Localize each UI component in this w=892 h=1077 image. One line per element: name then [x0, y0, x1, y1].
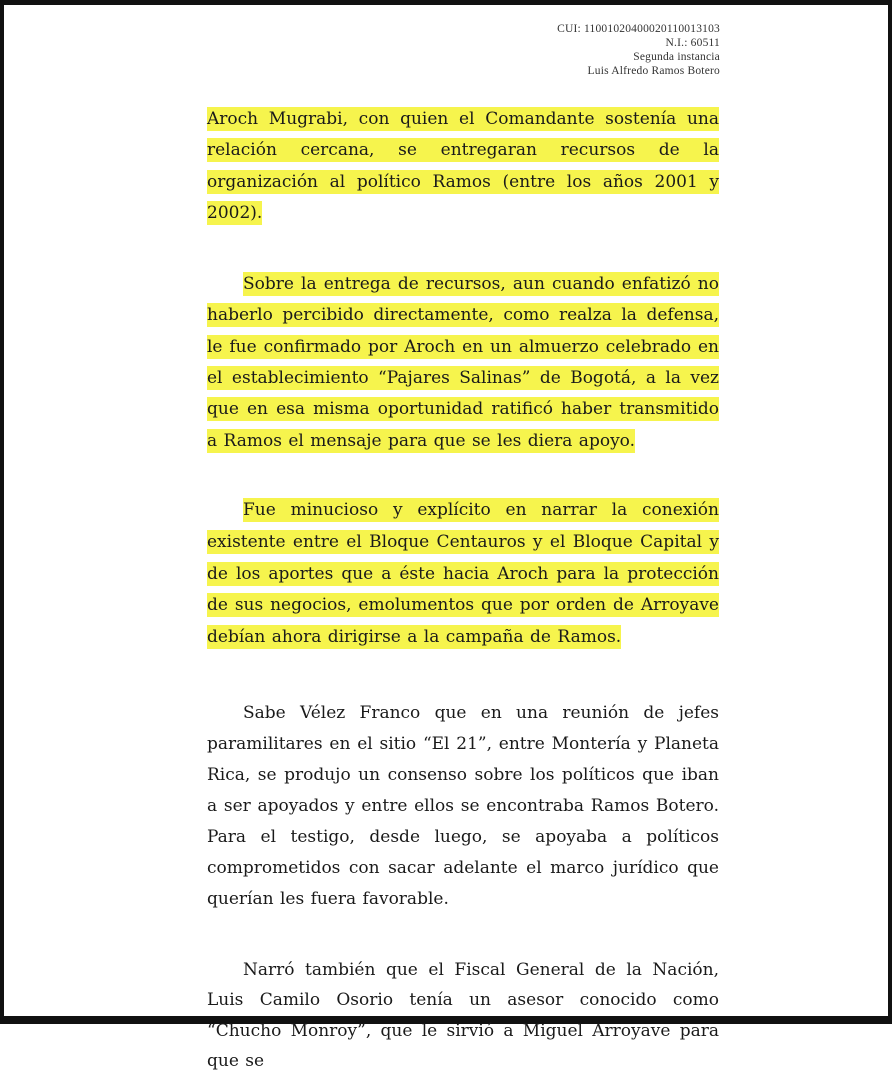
highlighted-text: Fue minucioso y explícito en narrar la conexión existente entre el Bloque Centauros y el Bloque Capital y de los aportes que a éste hacia Aroch para la protección de sus negocios, emolumentos que por orden de Arroyave debían ahora dirigirse a la campaña de Ramos.: [207, 499, 719, 648]
highlighted-text: Aroch Mugrabi, con quien el Comandante sostenía una relación cercana, se entregaran recursos de la organización al político Ramos (entre los años 2001 y 2002).: [207, 109, 719, 223]
paragraph-3: [207, 495, 719, 654]
paragraph-5: Narró también que el Fiscal General de la Nación, Luis Camilo Osorio tenía un asesor conocido como “Chucho Monroy”, que le sirvió a Miguel Arroyave para que se: [207, 959, 719, 1072]
paragraph-2: [207, 269, 719, 457]
paragraph-1: [207, 104, 719, 229]
highlighted-text: Sobre la entrega de recursos, aun cuando enfatizó no haberlo percibido directamente, como realza la defensa, le fue confirmado por Aroch en un almuerzo celebrado en el establecimiento “Pajares Salinas” de Bogotá, a la vez que en esa misma oportunidad ratificó haber transmitido a Ramos el mensaje para que se les diera apoyo.: [207, 274, 719, 451]
paragraph-4: Sabe Vélez Franco que en una reunión de jefes paramilitares en el sitio “El 21”, entre Montería y Planeta Rica, se produjo un consenso sobre los políticos que iban a ser apoyados y entre ellos se encontraba Ramos Botero. Para el testigo, desde luego, se apoyaba a políticos comprometidos con sacar adelante el marco jurídico que querían les fuera favorable.: [207, 702, 719, 909]
case-instance: Segunda instancia: [633, 51, 720, 63]
case-ni: N.I.: 60511: [665, 37, 720, 49]
case-cui: CUI: 11001020400020110013103: [557, 23, 720, 35]
case-defendant: Luis Alfredo Ramos Botero: [587, 65, 720, 77]
document-body: [207, 104, 719, 1077]
case-header: [557, 22, 720, 78]
